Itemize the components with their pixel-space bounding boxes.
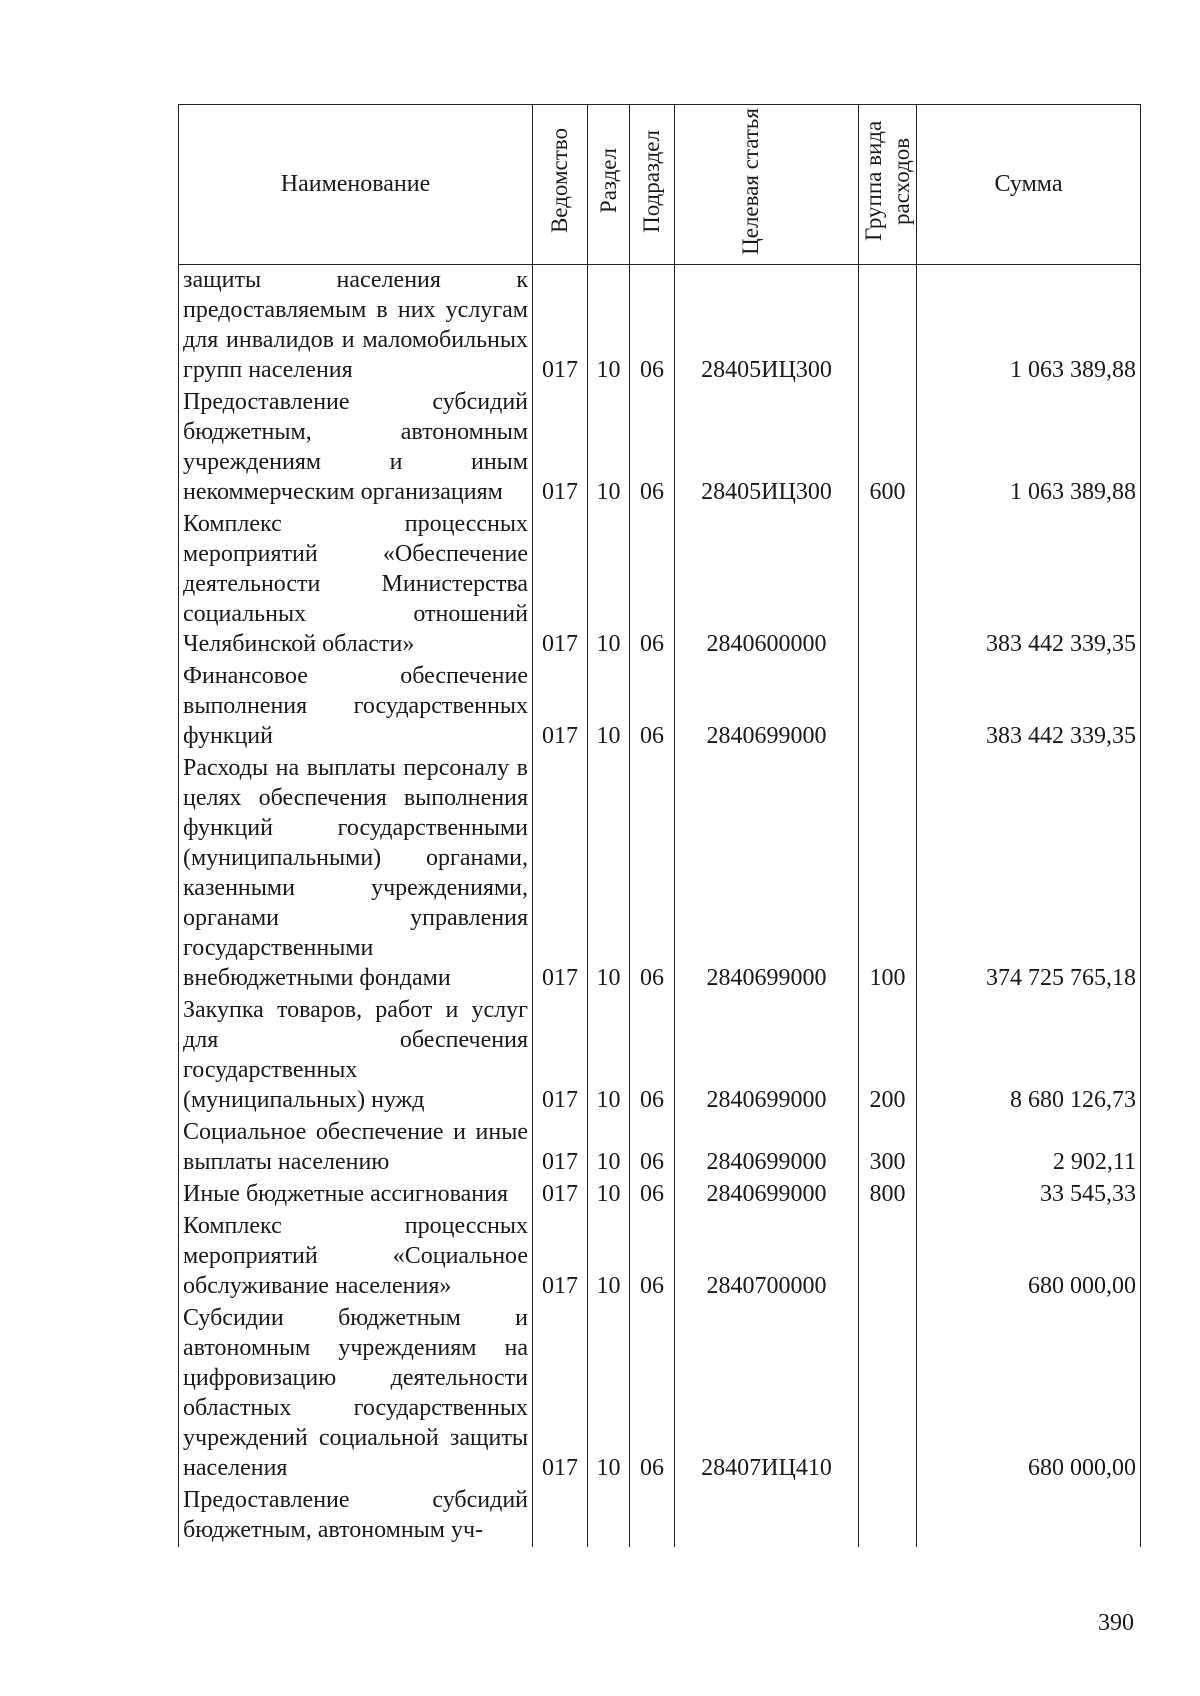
row-amount: 1 063 389,88 — [1010, 479, 1136, 505]
row-name: Субсидии бюджетным и автономным учреждениям на цифровизацию деятельности областных государственных учреждений социальной защиты населения — [179, 1303, 533, 1485]
row-section: 10 — [588, 509, 630, 661]
header-subsection: Подраздел — [630, 105, 675, 265]
table-row — [179, 387, 1141, 509]
row-target-article: 2840699000 — [675, 995, 859, 1117]
row-amount: 1 063 389,88 — [1010, 357, 1136, 383]
row-subsection: 06 — [630, 387, 675, 509]
table-row — [179, 661, 1141, 753]
row-name: защиты населения к предоставляемым в них услугам для инвалидов и маломобильных групп населения — [179, 265, 533, 388]
header-name: Наименование — [179, 105, 533, 265]
table-row — [179, 509, 1141, 661]
table-row — [179, 1303, 1141, 1485]
budget-table — [178, 104, 1141, 1547]
row-amount: 2 902,11 — [1052, 1149, 1136, 1175]
row-department: 017 — [533, 995, 588, 1117]
row-expense-group — [859, 1303, 917, 1485]
row-section: 10 — [588, 1211, 630, 1303]
table-row — [179, 265, 1141, 388]
row-target-article: 2840700000 — [675, 1211, 859, 1303]
row-subsection: 06 — [630, 1179, 675, 1211]
table-row — [179, 1117, 1141, 1179]
row-subsection: 06 — [630, 661, 675, 753]
row-subsection: 06 — [630, 753, 675, 995]
row-amount — [917, 1485, 1141, 1547]
row-subsection: 06 — [630, 1303, 675, 1485]
header-department: Ведомство — [533, 105, 588, 265]
row-name: Социальное обеспечение и иные выплаты населению — [179, 1117, 533, 1179]
row-subsection: 06 — [630, 1117, 675, 1179]
row-name: Закупка товаров, работ и услуг для обеспечения государственных (муниципальных) нужд — [179, 995, 533, 1117]
page-number: 390 — [1098, 1610, 1134, 1636]
row-subsection: 06 — [630, 265, 675, 388]
row-subsection: 06 — [630, 995, 675, 1117]
row-amount: 383 442 339,35 — [986, 723, 1136, 749]
row-section: 10 — [588, 753, 630, 995]
row-expense-group: 600 — [859, 387, 917, 509]
row-department: 017 — [533, 753, 588, 995]
row-name: Финансовое обеспечение выполнения государственных функций — [179, 661, 533, 753]
row-expense-group — [859, 265, 917, 388]
row-department: 017 — [533, 387, 588, 509]
row-section: 10 — [588, 265, 630, 388]
row-target-article: 2840699000 — [675, 661, 859, 753]
row-target-article: 28405ИЦ300 — [675, 265, 859, 388]
table-row — [179, 1179, 1141, 1211]
row-section: 10 — [588, 1117, 630, 1179]
row-subsection: 06 — [630, 1211, 675, 1303]
row-expense-group: 100 — [859, 753, 917, 995]
row-amount: 374 725 765,18 — [986, 965, 1136, 991]
row-name: Комплекс процессных мероприятий «Социальное обслуживание населения» — [179, 1211, 533, 1303]
row-department: 017 — [533, 1179, 588, 1211]
row-expense-group — [859, 1485, 917, 1547]
row-department: 017 — [533, 1303, 588, 1485]
row-name: Комплекс процессных мероприятий «Обеспечение деятельности Министерства социальных отношений Челябинской области» — [179, 509, 533, 661]
row-section: 10 — [588, 661, 630, 753]
row-expense-group — [859, 1211, 917, 1303]
row-amount: 680 000,00 — [1028, 1273, 1136, 1299]
row-department — [533, 1485, 588, 1547]
row-amount: 33 545,33 — [1040, 1181, 1136, 1207]
row-target-article: 28407ИЦ410 — [675, 1303, 859, 1485]
row-name: Предоставление субсидий бюджетным, автономным учреждениям и иным некоммерческим организациям — [179, 387, 533, 509]
row-department: 017 — [533, 661, 588, 753]
row-expense-group: 300 — [859, 1117, 917, 1179]
row-department: 017 — [533, 265, 588, 388]
row-section: 10 — [588, 387, 630, 509]
row-amount: 8 680 126,73 — [1010, 1087, 1136, 1113]
row-target-article: 28405ИЦ300 — [675, 387, 859, 509]
table-row — [179, 995, 1141, 1117]
table-row — [179, 1485, 1141, 1547]
row-expense-group: 200 — [859, 995, 917, 1117]
row-section — [588, 1485, 630, 1547]
row-section: 10 — [588, 995, 630, 1117]
row-expense-group: 800 — [859, 1179, 917, 1211]
row-target-article: 2840699000 — [675, 1117, 859, 1179]
row-expense-group — [859, 509, 917, 661]
row-name: Расходы на выплаты персоналу в целях обеспечения выполнения функций государственными (муниципальными) органами, казенными учреждениями, органами управления государственными внебюджетными фондами — [179, 753, 533, 995]
row-target-article — [675, 1485, 859, 1547]
table-row — [179, 1211, 1141, 1303]
row-name: Предоставление субсидий бюджетным, автономным уч- — [179, 1485, 533, 1547]
header-row — [179, 105, 1141, 265]
row-section: 10 — [588, 1179, 630, 1211]
row-amount: 680 000,00 — [1028, 1455, 1136, 1481]
row-subsection: 06 — [630, 509, 675, 661]
table-row — [179, 753, 1141, 995]
row-expense-group — [859, 661, 917, 753]
row-department: 017 — [533, 509, 588, 661]
header-amount: Сумма — [917, 105, 1141, 265]
header-target-article: Целевая статья — [675, 105, 859, 265]
row-target-article: 2840699000 — [675, 753, 859, 995]
row-section: 10 — [588, 1303, 630, 1485]
row-amount: 383 442 339,35 — [986, 631, 1136, 657]
row-target-article: 2840699000 — [675, 1179, 859, 1211]
row-name: Иные бюджетные ассигнования — [179, 1179, 533, 1211]
row-department: 017 — [533, 1211, 588, 1303]
header-expense-group: Группа вида расходов — [859, 105, 917, 265]
row-subsection — [630, 1485, 675, 1547]
row-target-article: 2840600000 — [675, 509, 859, 661]
header-section: Раздел — [588, 105, 630, 265]
row-department: 017 — [533, 1117, 588, 1179]
